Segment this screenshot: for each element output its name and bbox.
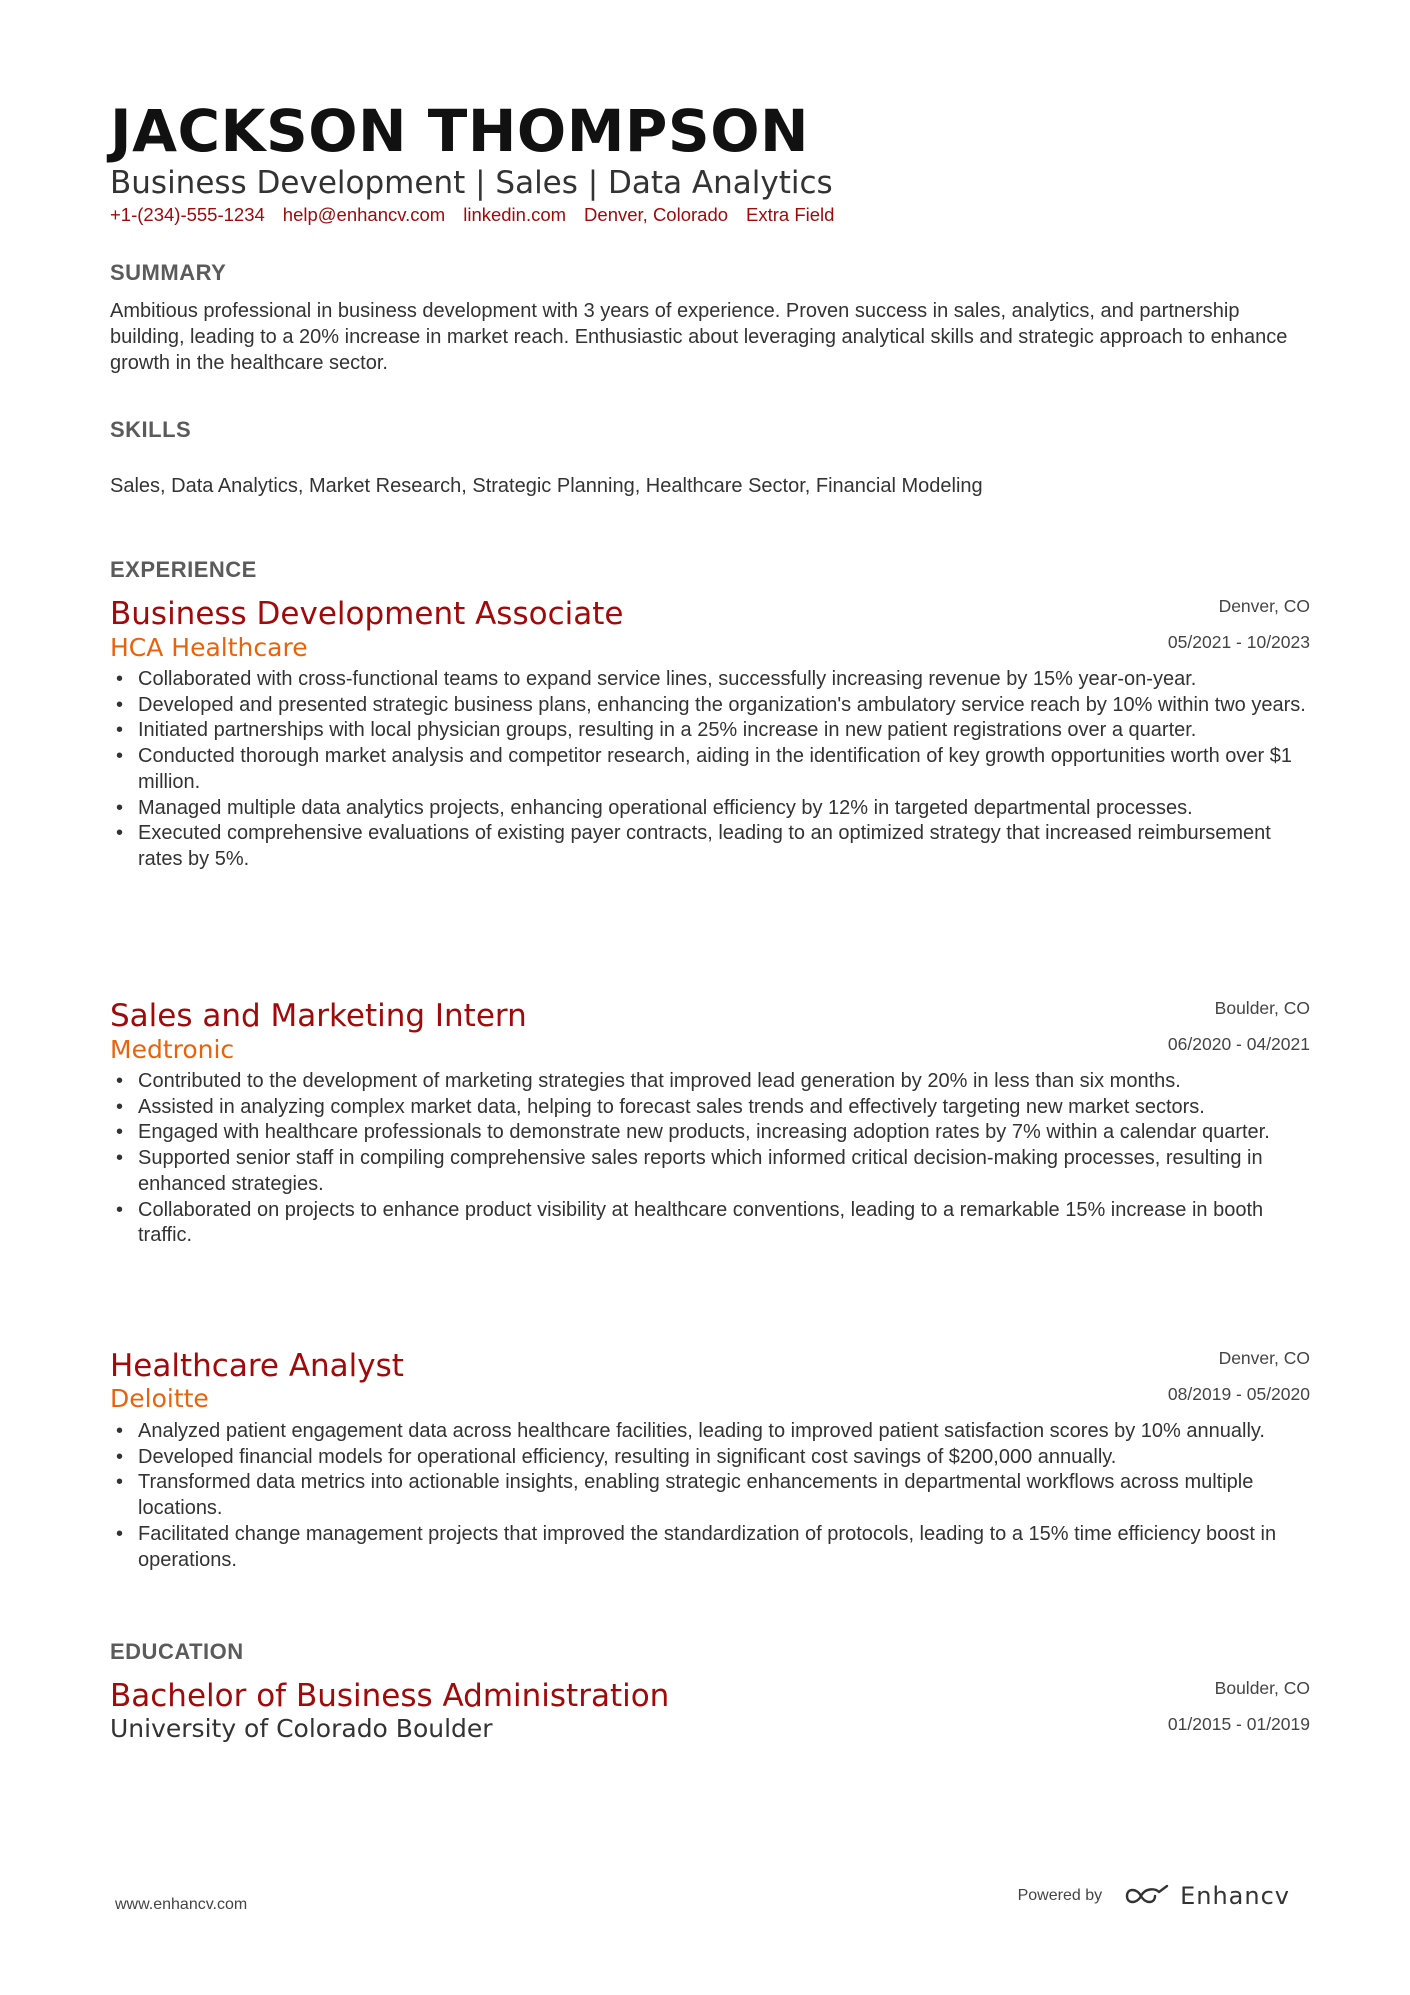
list-item: • Conducted thorough market analysis and competitor research, aiding in the identification of key growth opportunities worth over $1 million. [110, 744, 1310, 795]
job-title: Sales and Marketing Intern [110, 998, 527, 1034]
list-item: • Transformed data metrics into actionable insights, enabling strategic enhancements in departmental workflows across multiple locations. [110, 1470, 1310, 1521]
job-dates: 05/2021 - 10/2023 [1167, 632, 1310, 652]
contact-linkedin[interactable]: linkedin.com [463, 204, 567, 225]
candidate-name: JACKSON THOMPSON [110, 97, 810, 165]
list-item: • Developed financial models for operational efficiency, resulting in significant cost savings of $200,000 annually. [110, 1445, 1310, 1471]
job-company: HCA Healthcare [110, 633, 308, 662]
contact-phone[interactable]: +1-(234)-555-1234 [110, 204, 265, 225]
job-company: Deloitte [110, 1384, 209, 1413]
education-dates: 01/2015 - 01/2019 [1167, 1714, 1310, 1734]
list-item: • Collaborated on projects to enhance product visibility at healthcare conventions, leading to a remarkable 15% increase in booth traffic. [110, 1198, 1310, 1249]
candidate-headline: Business Development | Sales | Data Analytics [110, 165, 833, 201]
contact-list [110, 202, 834, 228]
list-item: • Contributed to the development of marketing strategies that improved lead generation by 20% in less than six months. [110, 1069, 1310, 1095]
education-location: Boulder, CO [1214, 1678, 1310, 1698]
education-school: University of Colorado Boulder [110, 1714, 493, 1743]
footer-website[interactable]: www.enhancv.com [115, 1896, 248, 1913]
list-item: • Engaged with healthcare professionals to demonstrate new products, increasing adoption rates by 7% within a calendar quarter. [110, 1120, 1310, 1146]
list-item: • Analyzed patient engagement data across healthcare facilities, leading to improved patient satisfaction scores by 10% annually. [110, 1419, 1310, 1445]
enhancv-logo-icon [1124, 1883, 1170, 1909]
brand-name: Enhancv [1180, 1882, 1290, 1910]
job-bullets [110, 667, 1310, 873]
list-item: • Supported senior staff in compiling comprehensive sales reports which informed critical decision-making processes, resulting in enhanced strategies. [110, 1146, 1310, 1197]
job-company: Medtronic [110, 1035, 235, 1064]
contact-email[interactable]: help@enhancv.com [282, 204, 446, 225]
job-bullets [110, 1419, 1310, 1573]
powered-by-label: Powered by [1017, 1887, 1103, 1904]
job-bullets [110, 1069, 1310, 1249]
contact-extra-field: Extra Field [746, 204, 835, 225]
contact-location: Denver, Colorado [584, 204, 729, 225]
section-title-education: EDUCATION [110, 1639, 244, 1664]
list-item: • Facilitated change management projects that improved the standardization of protocols, leading to a 15% time efficiency boost in operations. [110, 1522, 1310, 1573]
skills-text: Sales, Data Analytics, Market Research, Strategic Planning, Healthcare Sector, Financial Modeling [110, 475, 983, 497]
job-title: Healthcare Analyst [110, 1348, 404, 1384]
job-dates: 06/2020 - 04/2021 [1167, 1034, 1310, 1054]
list-item: • Managed multiple data analytics projects, enhancing operational efficiency by 12% in targeted departmental processes. [110, 796, 1310, 822]
section-title-skills: SKILLS [110, 417, 192, 442]
section-title-summary: SUMMARY [110, 260, 227, 285]
job-title: Business Development Associate [110, 596, 624, 632]
list-item: • Executed comprehensive evaluations of existing payer contracts, leading to an optimized strategy that increased reimbursement rates by 5%. [110, 821, 1310, 872]
summary-text: Ambitious professional in business development with 3 years of experience. Proven success in sales, analytics, and partnership building, leading to a 20% increase in market reach. Enthusiastic about leveraging analytical skills and strategic approach to enhance growth in the healthcare sector. [110, 300, 1288, 374]
list-item: • Collaborated with cross-functional teams to expand service lines, successfully increasing revenue by 15% year-on-year. [110, 667, 1310, 693]
list-item: • Developed and presented strategic business plans, enhancing the organization's ambulatory service reach by 10% within two years. [110, 693, 1310, 719]
job-location: Denver, CO [1218, 596, 1310, 616]
job-dates: 08/2019 - 05/2020 [1167, 1384, 1310, 1404]
section-title-experience: EXPERIENCE [110, 557, 257, 582]
list-item: • Initiated partnerships with local physician groups, resulting in a 25% increase in new patient registrations over a quarter. [110, 718, 1310, 744]
education-degree: Bachelor of Business Administration [110, 1678, 670, 1714]
job-location: Denver, CO [1218, 1348, 1310, 1368]
footer-branding [1018, 1882, 1290, 1910]
job-location: Boulder, CO [1214, 998, 1310, 1018]
brand-link[interactable] [1124, 1882, 1290, 1910]
list-item: • Assisted in analyzing complex market data, helping to forecast sales trends and effectively targeting new market sectors. [110, 1095, 1310, 1121]
